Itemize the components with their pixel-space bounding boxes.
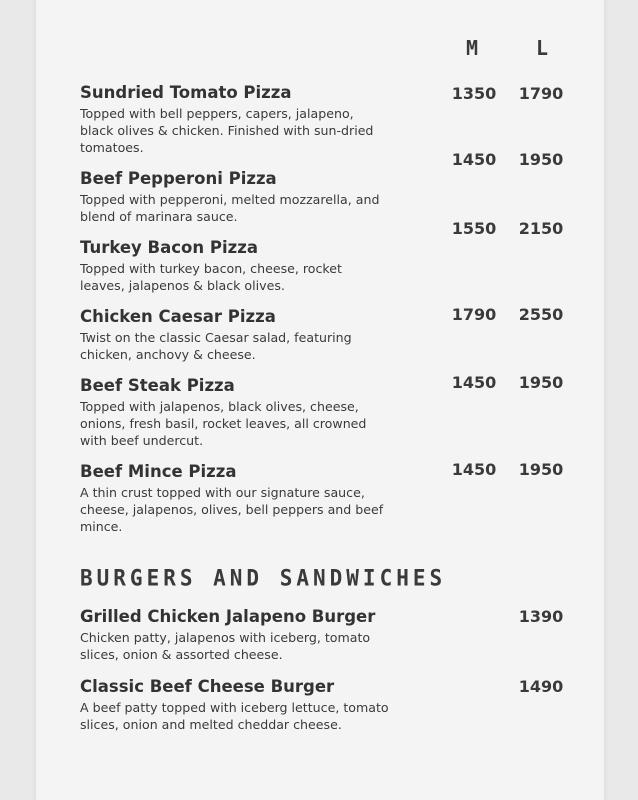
- price-medium: 1350: [451, 84, 497, 103]
- menu-item-grilled-chicken-jalapeno-burger: [80, 607, 440, 663]
- price-large: 1790: [518, 84, 564, 103]
- item-description: A thin crust topped with our signature sauce, cheese, jalapenos, olives, bell peppers and beef mince.: [80, 485, 384, 534]
- item-description: Topped with pepperoni, melted mozzarella, and blend of marinara sauce.: [80, 192, 380, 224]
- menu-item-beef-steak-pizza: [80, 376, 440, 449]
- item-description: Topped with bell peppers, capers, jalapeno, black olives & chicken. Finished with sun-dried tomatoes.: [80, 106, 374, 155]
- menu-item-chicken-caesar-pizza: [80, 307, 440, 363]
- section-title-burgers: BURGERS AND SANDWICHES: [80, 565, 447, 591]
- price-large: 2150: [518, 219, 564, 238]
- price-medium: 1450: [451, 150, 497, 169]
- item-name: Turkey Bacon Pizza: [80, 238, 258, 257]
- price-large: 1950: [518, 460, 564, 479]
- price-large: 1950: [518, 373, 564, 392]
- item-description: Chicken patty, jalapenos with iceberg, tomato slices, onion & assorted cheese.: [80, 630, 371, 662]
- price-large: 1950: [518, 150, 564, 169]
- price-medium: 1550: [451, 219, 497, 238]
- price-medium: 1790: [451, 305, 497, 324]
- size-header-medium: M: [466, 36, 480, 60]
- price-single: 1490: [518, 677, 564, 696]
- item-name: Beef Pepperoni Pizza: [80, 169, 277, 188]
- menu-item-classic-beef-cheese-burger: [80, 677, 440, 733]
- price-medium: 1450: [451, 373, 497, 392]
- item-name: Beef Steak Pizza: [80, 376, 235, 395]
- size-header-large: L: [536, 36, 550, 60]
- item-name: Beef Mince Pizza: [80, 462, 237, 481]
- item-name: Chicken Caesar Pizza: [80, 307, 276, 326]
- menu-item-turkey-bacon-pizza: [80, 238, 440, 294]
- menu-item-beef-pepperoni-pizza: [80, 169, 440, 225]
- price-medium: 1450: [451, 460, 497, 479]
- menu-item-sundried-tomato-pizza: [80, 83, 440, 156]
- price-single: 1390: [518, 607, 564, 626]
- item-description: Twist on the classic Caesar salad, featuring chicken, anchovy & cheese.: [80, 330, 352, 362]
- item-description: Topped with jalapenos, black olives, cheese, onions, fresh basil, rocket leaves, all crowned with beef undercut.: [80, 399, 367, 448]
- item-name: Grilled Chicken Jalapeno Burger: [80, 607, 376, 626]
- item-name: Sundried Tomato Pizza: [80, 83, 292, 102]
- item-description: A beef patty topped with iceberg lettuce, tomato slices, onion and melted cheddar cheese.: [80, 700, 389, 732]
- item-description: Topped with turkey bacon, cheese, rocket leaves, jalapenos & black olives.: [80, 261, 342, 293]
- price-large: 2550: [518, 305, 564, 324]
- menu-item-beef-mince-pizza: [80, 462, 440, 535]
- item-name: Classic Beef Cheese Burger: [80, 677, 335, 696]
